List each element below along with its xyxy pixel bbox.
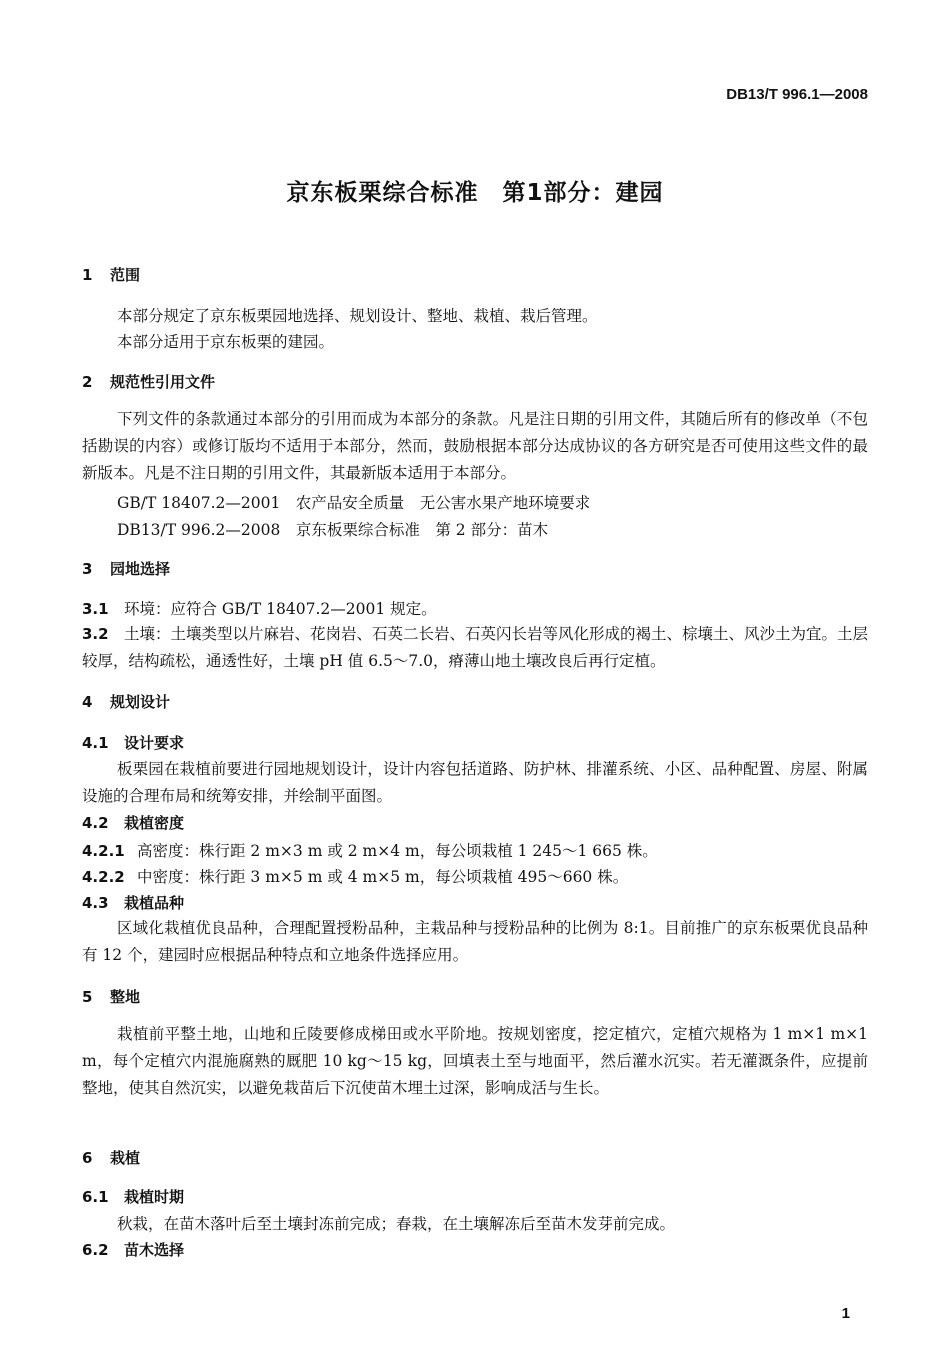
section-2-heading bbox=[82, 371, 215, 392]
section-title: 整地 bbox=[110, 988, 141, 1006]
clause-3-1 bbox=[82, 597, 437, 619]
clause-text: 高密度：株行距 2 m×3 m 或 2 m×4 m，每公顷栽植 1 245～1 665 株。 bbox=[137, 842, 658, 860]
subsection-4-2-heading bbox=[82, 812, 184, 833]
document-number: DB13/T 996.1—2008 bbox=[726, 86, 868, 103]
section-5-paragraph: 栽植前平整土地，山地和丘陵要修成梯田或水平阶地。按规划密度，挖定植穴，定植穴规格为 1 m×1 m×1 m，每个定植穴内混施腐熟的厩肥 10 kg～15 kg，回填表土至与地面平，然后灌水沉实。若无灌溉条件，应提前整地，使其自然沉实，以避免栽苗后下沉使苗木埋土过深，影响成活与生长。 bbox=[82, 1025, 868, 1097]
section-3-heading bbox=[82, 558, 170, 579]
page-number: 1 bbox=[841, 1305, 850, 1322]
clause-number: 4.2.2 bbox=[82, 868, 125, 886]
clause-text: 环境：应符合 GB/T 18407.2—2001 规定。 bbox=[124, 600, 437, 618]
page-title: 京东板栗综合标准 第1部分：建园 bbox=[286, 180, 664, 206]
subsection-4-1-paragraph: 板栗园在栽植前要进行园地规划设计，设计内容包括道路、防护林、排灌系统、小区、品种配置、房屋、附属设施的合理布局和统筹安排，并绘制平面图。 bbox=[82, 760, 868, 805]
subsection-number: 6.2 bbox=[82, 1241, 109, 1259]
section-1-paragraph: 本部分规定了京东板栗园地选择、规划设计、整地、栽植、栽后管理。 bbox=[117, 307, 598, 325]
clause-text: 中密度：株行距 3 m×5 m 或 4 m×5 m，每公顷栽植 495～660 株。 bbox=[137, 868, 629, 886]
section-number: 6 bbox=[82, 1149, 93, 1167]
section-title: 范围 bbox=[110, 266, 141, 284]
section-number: 3 bbox=[82, 560, 93, 578]
subsection-title: 栽植密度 bbox=[124, 814, 185, 832]
section-5-heading bbox=[82, 986, 140, 1007]
subsection-4-1-heading bbox=[82, 732, 184, 753]
subsection-6-1-paragraph: 秋栽，在苗木落叶后至土壤封冻前完成；春栽，在土壤解冻后至苗木发芽前完成。 bbox=[117, 1215, 676, 1233]
subsection-number: 6.1 bbox=[82, 1188, 109, 1206]
subsection-4-3-heading bbox=[82, 892, 184, 913]
subsection-number: 4.3 bbox=[82, 894, 109, 912]
reference-item: DB13/T 996.2—2008 京东板栗综合标准 第 2 部分：苗木 bbox=[117, 521, 549, 539]
clause-4-2-2 bbox=[82, 865, 628, 887]
section-2-paragraph: 下列文件的条款通过本部分的引用而成为本部分的条款。凡是注日期的引用文件，其随后所有的修改单（不包括勘误的内容）或修订版均不适用于本部分，然而，鼓励根据本部分达成协议的各方研究是否可使用这些文件的最新版本。凡是不注日期的引用文件，其最新版本适用于本部分。 bbox=[82, 410, 868, 482]
clause-3-2 bbox=[82, 621, 868, 675]
section-number: 5 bbox=[82, 988, 93, 1006]
subsection-4-3-paragraph: 区域化栽植优良品种，合理配置授粉品种，主栽品种与授粉品种的比例为 8:1。目前推广的京东板栗优良品种有 12 个，建园时应根据品种特点和立地条件选择应用。 bbox=[82, 919, 868, 964]
section-1-heading bbox=[82, 264, 140, 285]
section-number: 4 bbox=[82, 693, 93, 711]
section-title: 规划设计 bbox=[110, 693, 171, 711]
clause-number: 3.2 bbox=[82, 625, 109, 643]
subsection-number: 4.2 bbox=[82, 814, 109, 832]
subsection-title: 栽植时期 bbox=[124, 1188, 185, 1206]
clause-number: 4.2.1 bbox=[82, 842, 125, 860]
subsection-6-1-heading bbox=[82, 1186, 184, 1207]
subsection-title: 设计要求 bbox=[124, 734, 185, 752]
clause-text: 土壤：土壤类型以片麻岩、花岗岩、石英二长岩、石英闪长岩等风化形成的褐土、棕壤土、风沙土为宜。土层较厚，结构疏松，通透性好，土壤 pH 值 6.5～7.0，瘠薄山地土壤改良后再行定植。 bbox=[82, 625, 869, 670]
section-number: 1 bbox=[82, 266, 93, 284]
clause-4-2-1 bbox=[82, 839, 658, 861]
section-number: 2 bbox=[82, 373, 93, 391]
section-title: 园地选择 bbox=[110, 560, 171, 578]
subsection-6-2-heading bbox=[82, 1239, 184, 1260]
subsection-number: 4.1 bbox=[82, 734, 109, 752]
subsection-title: 栽植品种 bbox=[124, 894, 185, 912]
section-6-heading bbox=[82, 1147, 140, 1168]
clause-number: 3.1 bbox=[82, 600, 109, 618]
section-title: 栽植 bbox=[110, 1149, 141, 1167]
section-1-paragraph: 本部分适用于京东板栗的建园。 bbox=[117, 333, 335, 351]
section-title: 规范性引用文件 bbox=[110, 373, 216, 391]
reference-item: GB/T 18407.2—2001 农产品安全质量 无公害水果产地环境要求 bbox=[117, 494, 591, 512]
subsection-title: 苗木选择 bbox=[124, 1241, 185, 1259]
section-4-heading bbox=[82, 691, 170, 712]
